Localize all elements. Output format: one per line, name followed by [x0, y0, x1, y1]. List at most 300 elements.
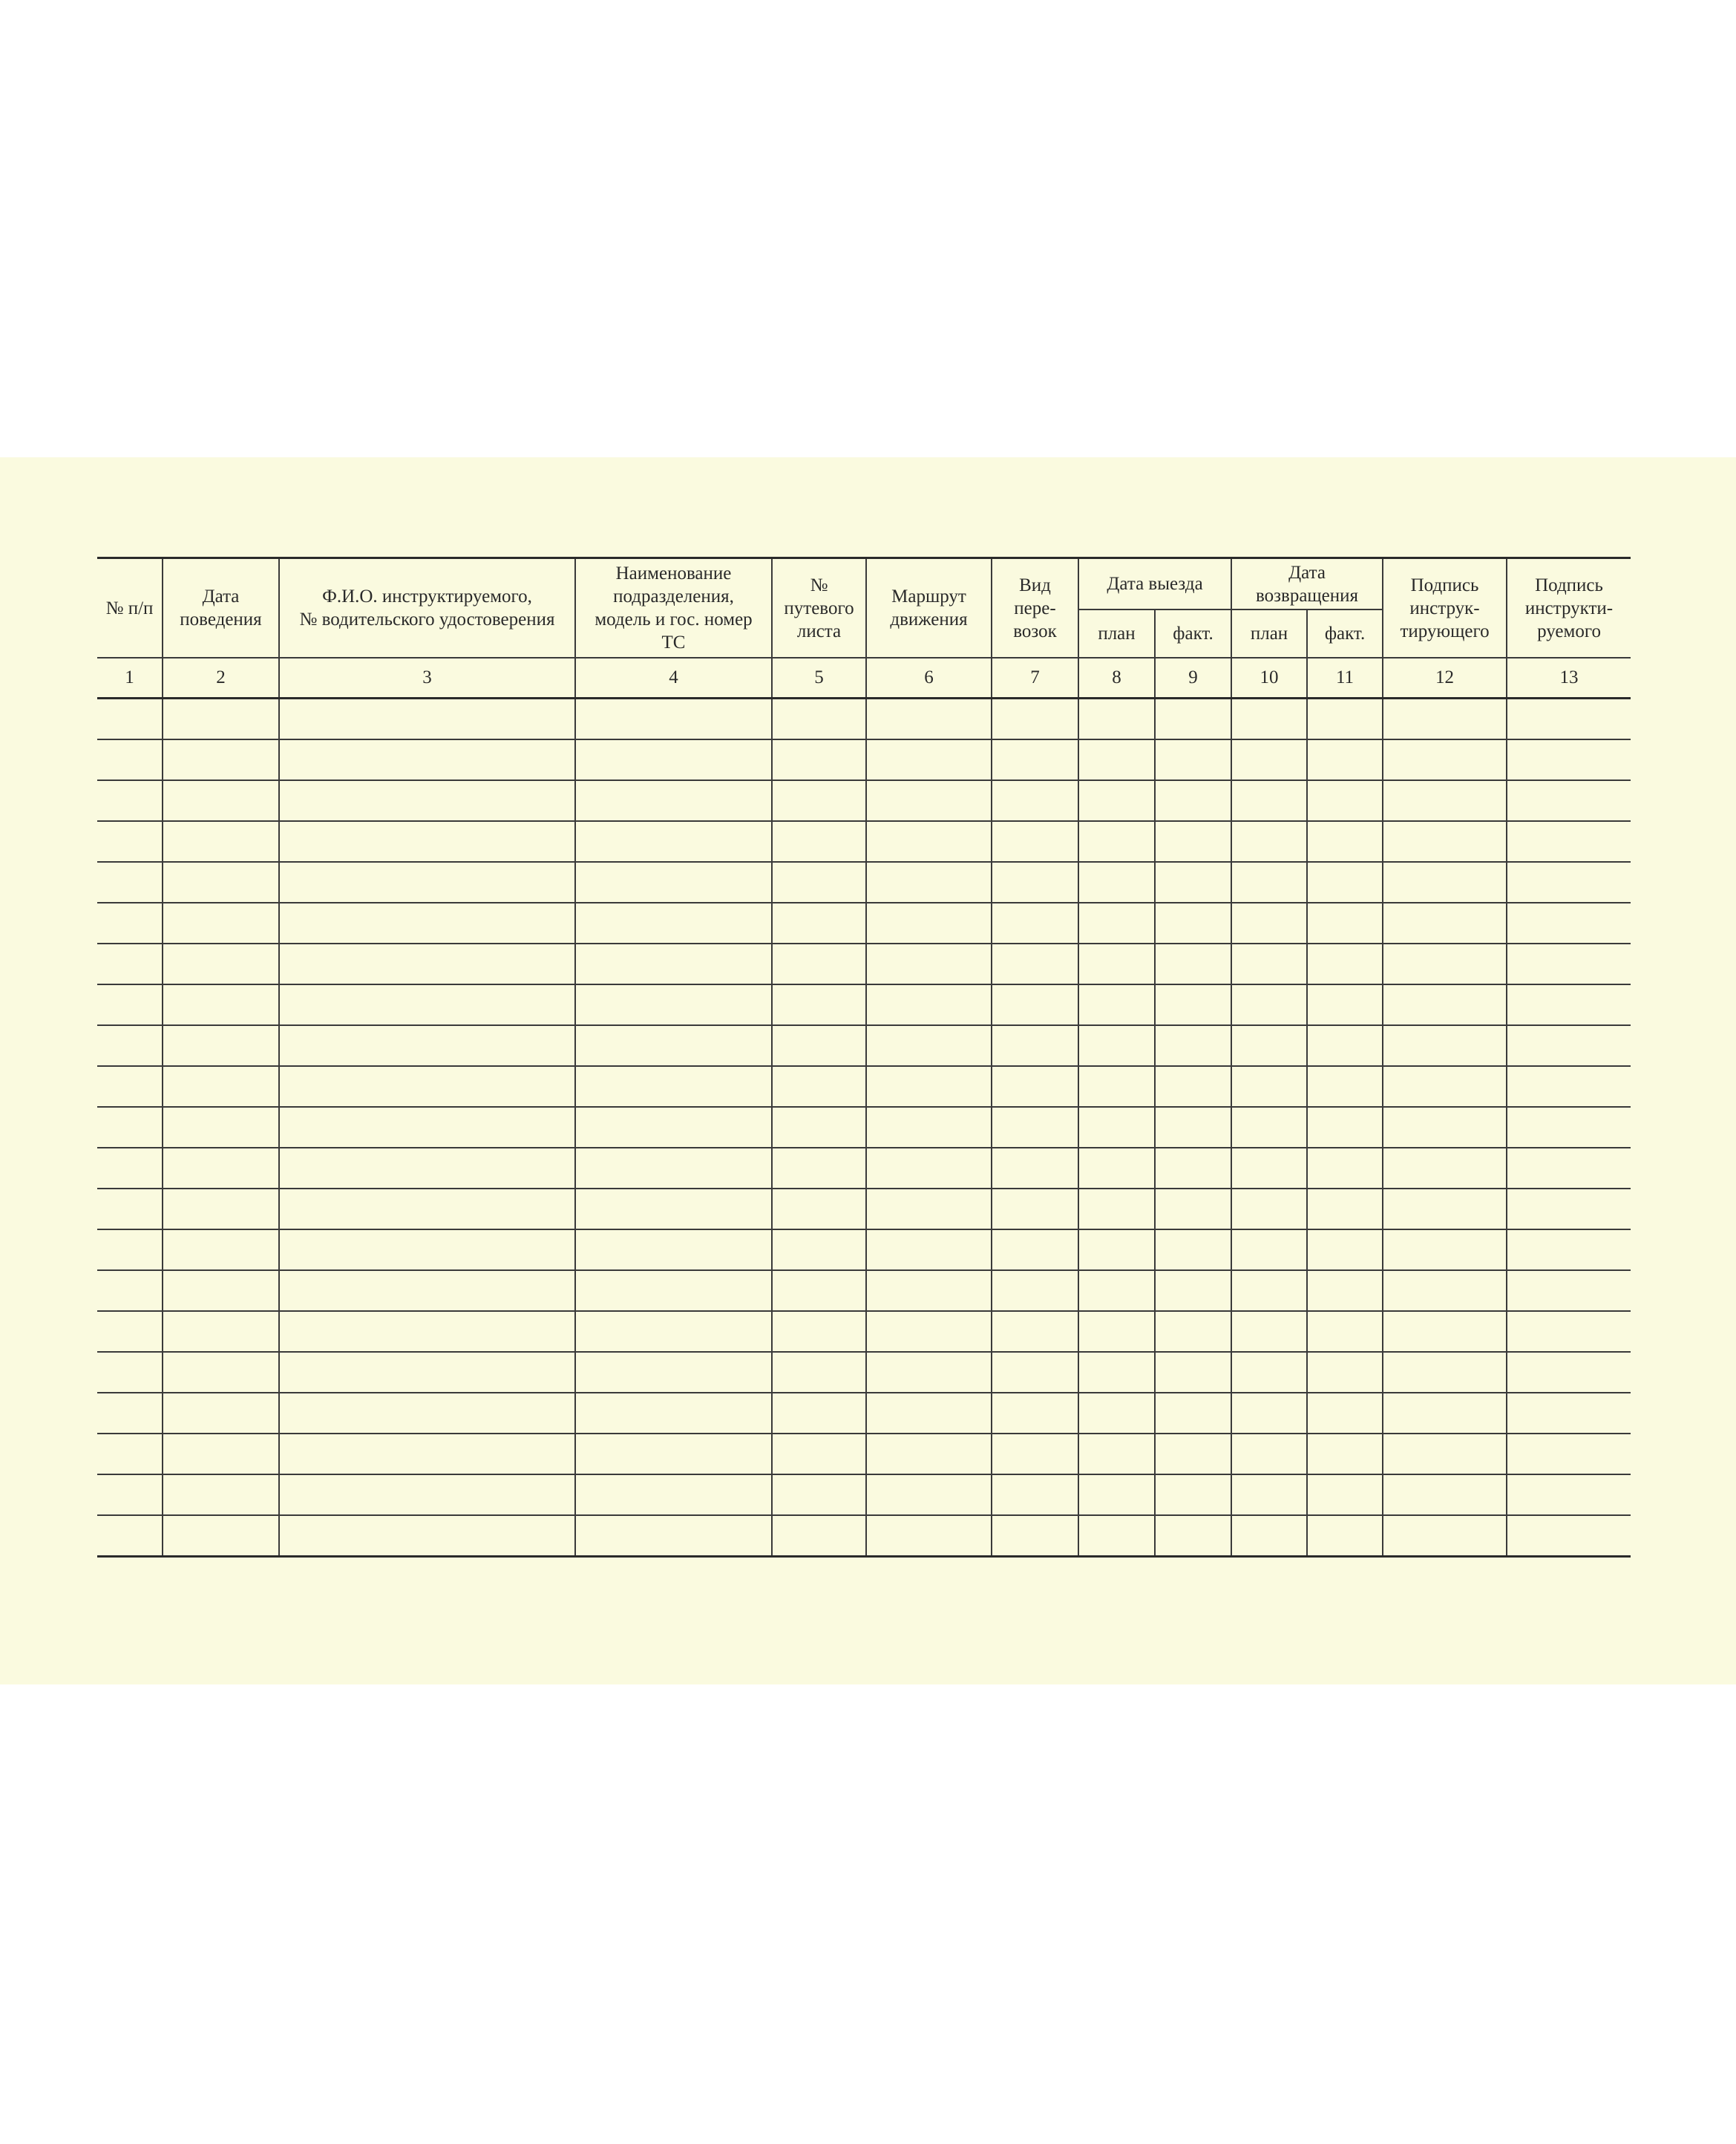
- table-cell[interactable]: [866, 1189, 992, 1229]
- table-cell[interactable]: [866, 862, 992, 903]
- table-cell[interactable]: [1078, 821, 1155, 862]
- table-cell[interactable]: [163, 1393, 279, 1434]
- table-cell[interactable]: [772, 821, 866, 862]
- table-cell[interactable]: [1507, 862, 1631, 903]
- table-cell[interactable]: [1307, 984, 1383, 1025]
- table-cell[interactable]: [1231, 699, 1307, 740]
- table-cell[interactable]: [97, 1189, 163, 1229]
- table-cell[interactable]: [1231, 1025, 1307, 1066]
- table-cell[interactable]: [575, 1189, 772, 1229]
- table-cell[interactable]: [992, 1025, 1078, 1066]
- table-cell[interactable]: [97, 1229, 163, 1270]
- column-number: 4: [575, 658, 772, 699]
- table-cell[interactable]: [1383, 821, 1507, 862]
- table-cell[interactable]: [1307, 1352, 1383, 1393]
- table-cell[interactable]: [1307, 699, 1383, 740]
- table-cell[interactable]: [1307, 1107, 1383, 1148]
- table-cell[interactable]: [1078, 1148, 1155, 1189]
- table-cell[interactable]: [1507, 739, 1631, 780]
- table-cell[interactable]: [1231, 1229, 1307, 1270]
- table-cell[interactable]: [866, 903, 992, 944]
- header-return-plan: план: [1231, 609, 1307, 658]
- table-cell[interactable]: [1307, 862, 1383, 903]
- table-cell[interactable]: [163, 1352, 279, 1393]
- table-cell[interactable]: [1078, 1515, 1155, 1557]
- header-waybill-number: [772, 558, 866, 658]
- table-cell[interactable]: [97, 984, 163, 1025]
- table-cell[interactable]: [1383, 1393, 1507, 1434]
- table-cell[interactable]: [1383, 1066, 1507, 1107]
- table-cell[interactable]: [1078, 862, 1155, 903]
- table-cell[interactable]: [1231, 1066, 1307, 1107]
- table-cell[interactable]: [1307, 1434, 1383, 1474]
- table-cell[interactable]: [772, 903, 866, 944]
- table-cell[interactable]: [1507, 1229, 1631, 1270]
- table-cell[interactable]: [772, 739, 866, 780]
- table-cell[interactable]: [163, 699, 279, 740]
- header-route: [866, 558, 992, 658]
- table-cell[interactable]: [97, 862, 163, 903]
- table-cell[interactable]: [1231, 1189, 1307, 1229]
- column-number: 3: [279, 658, 575, 699]
- table-cell[interactable]: [1383, 1229, 1507, 1270]
- table-cell[interactable]: [866, 1148, 992, 1189]
- table-cell[interactable]: [97, 1474, 163, 1515]
- table-cell[interactable]: [97, 944, 163, 984]
- table-cell[interactable]: [772, 1229, 866, 1270]
- table-cell[interactable]: [1307, 1229, 1383, 1270]
- table-cell[interactable]: [1155, 739, 1231, 780]
- table-cell[interactable]: [992, 903, 1078, 944]
- table-cell[interactable]: [575, 862, 772, 903]
- column-number: 1: [97, 658, 163, 699]
- table-row: [97, 1066, 1631, 1107]
- table-cell[interactable]: [1307, 739, 1383, 780]
- table-cell[interactable]: [992, 1515, 1078, 1557]
- table-cell[interactable]: [97, 821, 163, 862]
- table-cell[interactable]: [279, 1474, 575, 1515]
- table-cell[interactable]: [1507, 1393, 1631, 1434]
- table-cell[interactable]: [992, 739, 1078, 780]
- table-cell[interactable]: [1507, 1515, 1631, 1557]
- table-cell[interactable]: [1231, 1107, 1307, 1148]
- table-cell[interactable]: [1155, 1270, 1231, 1311]
- table-cell[interactable]: [992, 862, 1078, 903]
- table-cell[interactable]: [279, 821, 575, 862]
- table-cell[interactable]: [163, 821, 279, 862]
- table-cell[interactable]: [866, 1025, 992, 1066]
- column-number: 12: [1383, 658, 1507, 699]
- table-cell[interactable]: [575, 780, 772, 821]
- table-cell[interactable]: [772, 1025, 866, 1066]
- table-cell[interactable]: [1078, 1352, 1155, 1393]
- table-cell[interactable]: [97, 1393, 163, 1434]
- table-cell[interactable]: [1307, 1066, 1383, 1107]
- table-cell[interactable]: [772, 944, 866, 984]
- table-cell[interactable]: [1078, 1393, 1155, 1434]
- table-cell[interactable]: [1307, 1474, 1383, 1515]
- table-cell[interactable]: [1155, 944, 1231, 984]
- table-cell[interactable]: [163, 1066, 279, 1107]
- table-cell[interactable]: [866, 984, 992, 1025]
- table-cell[interactable]: [575, 1270, 772, 1311]
- table-cell[interactable]: [163, 944, 279, 984]
- table-cell[interactable]: [575, 1229, 772, 1270]
- table-cell[interactable]: [772, 1107, 866, 1148]
- table-cell[interactable]: [97, 1025, 163, 1066]
- table-cell[interactable]: [1078, 1311, 1155, 1352]
- table-cell[interactable]: [1383, 1515, 1507, 1557]
- table-cell[interactable]: [1507, 1148, 1631, 1189]
- table-cell[interactable]: [575, 1434, 772, 1474]
- table-cell[interactable]: [1383, 739, 1507, 780]
- table-cell[interactable]: [1078, 903, 1155, 944]
- table-cell[interactable]: [1155, 780, 1231, 821]
- header-waybill-line3: листа: [796, 621, 842, 641]
- table-cell[interactable]: [575, 1311, 772, 1352]
- table-cell[interactable]: [772, 780, 866, 821]
- table-cell[interactable]: [97, 903, 163, 944]
- table-cell[interactable]: [772, 1066, 866, 1107]
- table-cell[interactable]: [772, 1189, 866, 1229]
- table-cell[interactable]: [772, 1474, 866, 1515]
- table-cell[interactable]: [1231, 1148, 1307, 1189]
- table-cell[interactable]: [163, 862, 279, 903]
- table-cell[interactable]: [992, 1189, 1078, 1229]
- table-cell[interactable]: [1231, 1393, 1307, 1434]
- table-cell[interactable]: [163, 1189, 279, 1229]
- table-cell[interactable]: [866, 780, 992, 821]
- table-cell[interactable]: [866, 1270, 992, 1311]
- table-row: [97, 984, 1631, 1025]
- table-cell[interactable]: [866, 699, 992, 740]
- table-cell[interactable]: [1155, 1311, 1231, 1352]
- table-cell[interactable]: [1078, 944, 1155, 984]
- table-cell[interactable]: [992, 1393, 1078, 1434]
- table-cell[interactable]: [163, 1025, 279, 1066]
- table-cell[interactable]: [992, 1066, 1078, 1107]
- table-cell[interactable]: [1155, 1025, 1231, 1066]
- table-cell[interactable]: [866, 1474, 992, 1515]
- table-cell[interactable]: [575, 944, 772, 984]
- table-cell[interactable]: [1155, 1474, 1231, 1515]
- table-cell[interactable]: [772, 699, 866, 740]
- table-cell[interactable]: [1231, 1352, 1307, 1393]
- header-division-line1: Наименование: [615, 563, 732, 584]
- table-cell[interactable]: [992, 821, 1078, 862]
- table-cell[interactable]: [163, 1270, 279, 1311]
- table-cell[interactable]: [97, 1352, 163, 1393]
- table-cell[interactable]: [1307, 821, 1383, 862]
- table-cell[interactable]: [279, 1066, 575, 1107]
- table-cell[interactable]: [866, 739, 992, 780]
- table-cell[interactable]: [1383, 780, 1507, 821]
- table-row: [97, 1270, 1631, 1311]
- table-cell[interactable]: [163, 739, 279, 780]
- table-cell[interactable]: [163, 1107, 279, 1148]
- table-cell[interactable]: [163, 1474, 279, 1515]
- table-cell[interactable]: [1507, 903, 1631, 944]
- table-cell[interactable]: [163, 903, 279, 944]
- table-cell[interactable]: [1231, 1270, 1307, 1311]
- table-cell[interactable]: [866, 1066, 992, 1107]
- table-cell[interactable]: [1383, 944, 1507, 984]
- table-cell[interactable]: [279, 984, 575, 1025]
- table-cell[interactable]: [575, 1515, 772, 1557]
- table-cell[interactable]: [992, 944, 1078, 984]
- table-cell[interactable]: [1155, 1107, 1231, 1148]
- table-cell[interactable]: [575, 1352, 772, 1393]
- table-cell[interactable]: [575, 1393, 772, 1434]
- table-cell[interactable]: [97, 1270, 163, 1311]
- table-cell[interactable]: [279, 1229, 575, 1270]
- table-cell[interactable]: [279, 1270, 575, 1311]
- table-cell[interactable]: [992, 1474, 1078, 1515]
- table-cell[interactable]: [575, 699, 772, 740]
- header-row-number: № п/п: [97, 558, 163, 658]
- table-cell[interactable]: [1155, 1434, 1231, 1474]
- table-cell[interactable]: [1383, 1148, 1507, 1189]
- table-cell[interactable]: [1155, 1393, 1231, 1434]
- table-cell[interactable]: [992, 1352, 1078, 1393]
- table-cell[interactable]: [1231, 984, 1307, 1025]
- table-cell[interactable]: [1383, 1107, 1507, 1148]
- table-cell[interactable]: [1383, 1474, 1507, 1515]
- table-cell[interactable]: [279, 1148, 575, 1189]
- table-cell[interactable]: [1507, 1434, 1631, 1474]
- table-cell[interactable]: [1307, 780, 1383, 821]
- table-cell[interactable]: [1507, 1270, 1631, 1311]
- table-cell[interactable]: [1383, 1025, 1507, 1066]
- table-cell[interactable]: [1307, 1148, 1383, 1189]
- table-cell[interactable]: [1231, 903, 1307, 944]
- table-cell[interactable]: [992, 699, 1078, 740]
- table-cell[interactable]: [992, 984, 1078, 1025]
- table-cell[interactable]: [1383, 1189, 1507, 1229]
- table-cell[interactable]: [992, 780, 1078, 821]
- table-cell[interactable]: [1078, 699, 1155, 740]
- table-cell[interactable]: [279, 1515, 575, 1557]
- table-cell[interactable]: [575, 1066, 772, 1107]
- table-row: [97, 780, 1631, 821]
- table-cell[interactable]: [279, 1311, 575, 1352]
- table-cell[interactable]: [992, 1107, 1078, 1148]
- column-numbers-row: [97, 658, 1631, 699]
- table-cell[interactable]: [279, 739, 575, 780]
- table-cell[interactable]: [1078, 984, 1155, 1025]
- table-cell[interactable]: [279, 1189, 575, 1229]
- table-row: [97, 944, 1631, 984]
- table-cell[interactable]: [1507, 1311, 1631, 1352]
- table-cell[interactable]: [1078, 739, 1155, 780]
- table-cell[interactable]: [1231, 944, 1307, 984]
- table-cell[interactable]: [1231, 862, 1307, 903]
- table-cell[interactable]: [1383, 984, 1507, 1025]
- table-cell[interactable]: [772, 1148, 866, 1189]
- table-cell[interactable]: [1231, 780, 1307, 821]
- table-cell[interactable]: [772, 862, 866, 903]
- table-cell[interactable]: [866, 1515, 992, 1557]
- table-cell[interactable]: [163, 1148, 279, 1189]
- table-cell[interactable]: [575, 984, 772, 1025]
- table-cell[interactable]: [992, 1311, 1078, 1352]
- table-cell[interactable]: [1507, 780, 1631, 821]
- table-cell[interactable]: [1155, 699, 1231, 740]
- table-cell[interactable]: [866, 1311, 992, 1352]
- table-cell[interactable]: [866, 1229, 992, 1270]
- table-row: [97, 699, 1631, 740]
- table-cell[interactable]: [772, 1393, 866, 1434]
- table-cell[interactable]: [1155, 903, 1231, 944]
- table-cell[interactable]: [163, 780, 279, 821]
- table-row: [97, 1311, 1631, 1352]
- table-cell[interactable]: [772, 1434, 866, 1474]
- table-cell[interactable]: [1383, 862, 1507, 903]
- table-cell[interactable]: [1155, 862, 1231, 903]
- table-cell[interactable]: [575, 739, 772, 780]
- table-cell[interactable]: [1155, 1189, 1231, 1229]
- column-number: 9: [1155, 658, 1231, 699]
- table-cell[interactable]: [1383, 903, 1507, 944]
- table-cell[interactable]: [866, 821, 992, 862]
- table-cell[interactable]: [1307, 1189, 1383, 1229]
- table-cell[interactable]: [866, 944, 992, 984]
- table-cell[interactable]: [1307, 1270, 1383, 1311]
- table-cell[interactable]: [1507, 1189, 1631, 1229]
- table-cell[interactable]: [1507, 1107, 1631, 1148]
- table-cell[interactable]: [1307, 1025, 1383, 1066]
- table-cell[interactable]: [279, 1107, 575, 1148]
- table-cell[interactable]: [1231, 739, 1307, 780]
- table-cell[interactable]: [1078, 780, 1155, 821]
- table-cell[interactable]: [1078, 1025, 1155, 1066]
- table-cell[interactable]: [1078, 1434, 1155, 1474]
- table-cell[interactable]: [1307, 944, 1383, 984]
- header-departure-date: Дата выезда: [1078, 558, 1231, 610]
- table-cell[interactable]: [163, 1311, 279, 1352]
- table-cell[interactable]: [1507, 984, 1631, 1025]
- table-cell[interactable]: [279, 944, 575, 984]
- table-cell[interactable]: [1231, 1434, 1307, 1474]
- table-cell[interactable]: [1231, 1474, 1307, 1515]
- table-cell[interactable]: [97, 1311, 163, 1352]
- table-cell[interactable]: [1078, 1474, 1155, 1515]
- table-cell[interactable]: [1155, 821, 1231, 862]
- table-cell[interactable]: [279, 1352, 575, 1393]
- table-cell[interactable]: [866, 1107, 992, 1148]
- table-row: [97, 1434, 1631, 1474]
- header-waybill-line2: путевого: [784, 598, 854, 618]
- table-cell[interactable]: [279, 862, 575, 903]
- table-cell[interactable]: [772, 984, 866, 1025]
- table-cell[interactable]: [866, 1434, 992, 1474]
- table-cell[interactable]: [1507, 944, 1631, 984]
- table-cell[interactable]: [772, 1352, 866, 1393]
- table-cell[interactable]: [1383, 1434, 1507, 1474]
- table-cell[interactable]: [1507, 821, 1631, 862]
- table-cell[interactable]: [1383, 699, 1507, 740]
- table-cell[interactable]: [575, 1148, 772, 1189]
- column-number: 6: [866, 658, 992, 699]
- table-cell[interactable]: [1507, 1066, 1631, 1107]
- table-cell[interactable]: [97, 1066, 163, 1107]
- table-cell[interactable]: [1507, 1352, 1631, 1393]
- table-cell[interactable]: [866, 1352, 992, 1393]
- table-cell[interactable]: [1155, 1515, 1231, 1557]
- table-cell[interactable]: [279, 903, 575, 944]
- table-cell[interactable]: [1307, 903, 1383, 944]
- table-cell[interactable]: [163, 984, 279, 1025]
- table-cell[interactable]: [1155, 1148, 1231, 1189]
- table-cell[interactable]: [97, 699, 163, 740]
- table-cell[interactable]: [279, 780, 575, 821]
- table-cell[interactable]: [866, 1393, 992, 1434]
- table-cell[interactable]: [1078, 1066, 1155, 1107]
- table-cell[interactable]: [97, 1515, 163, 1557]
- table-cell[interactable]: [1383, 1270, 1507, 1311]
- header-full-name-line2: № водительского удостоверения: [299, 609, 555, 630]
- table-cell[interactable]: [1383, 1352, 1507, 1393]
- table-cell[interactable]: [992, 1270, 1078, 1311]
- table-cell[interactable]: [575, 903, 772, 944]
- table-cell[interactable]: [1078, 1270, 1155, 1311]
- table-cell[interactable]: [772, 1311, 866, 1352]
- form-sheet: [0, 457, 1736, 1684]
- table-cell[interactable]: [1078, 1229, 1155, 1270]
- table-cell[interactable]: [97, 1434, 163, 1474]
- table-cell[interactable]: [279, 1025, 575, 1066]
- table-cell[interactable]: [1307, 1311, 1383, 1352]
- table-cell[interactable]: [1078, 1189, 1155, 1229]
- header-instructor-line1: Подпись: [1410, 575, 1479, 595]
- table-cell[interactable]: [279, 1434, 575, 1474]
- table-cell[interactable]: [1383, 1311, 1507, 1352]
- table-cell[interactable]: [1078, 1107, 1155, 1148]
- table-cell[interactable]: [992, 1148, 1078, 1189]
- table-cell[interactable]: [575, 1107, 772, 1148]
- table-cell[interactable]: [97, 1148, 163, 1189]
- table-cell[interactable]: [1507, 1025, 1631, 1066]
- table-cell[interactable]: [1155, 1229, 1231, 1270]
- table-cell[interactable]: [992, 1229, 1078, 1270]
- table-cell[interactable]: [97, 739, 163, 780]
- table-cell[interactable]: [772, 1515, 866, 1557]
- table-cell[interactable]: [1231, 821, 1307, 862]
- table-cell[interactable]: [772, 1270, 866, 1311]
- table-cell[interactable]: [1307, 1515, 1383, 1557]
- table-cell[interactable]: [1155, 984, 1231, 1025]
- table-cell[interactable]: [1155, 1066, 1231, 1107]
- table-cell[interactable]: [163, 1515, 279, 1557]
- table-cell[interactable]: [575, 1025, 772, 1066]
- table-cell[interactable]: [97, 1107, 163, 1148]
- table-cell[interactable]: [1507, 1474, 1631, 1515]
- table-cell[interactable]: [97, 780, 163, 821]
- table-cell[interactable]: [163, 1434, 279, 1474]
- header-return-fact: факт.: [1307, 609, 1383, 658]
- table-cell[interactable]: [575, 821, 772, 862]
- table-cell[interactable]: [1231, 1311, 1307, 1352]
- table-cell[interactable]: [279, 1393, 575, 1434]
- table-cell[interactable]: [163, 1229, 279, 1270]
- table-cell[interactable]: [1507, 699, 1631, 740]
- table-cell[interactable]: [1231, 1515, 1307, 1557]
- table-cell[interactable]: [1307, 1393, 1383, 1434]
- table-cell[interactable]: [279, 699, 575, 740]
- table-cell[interactable]: [575, 1474, 772, 1515]
- table-cell[interactable]: [1155, 1352, 1231, 1393]
- table-cell[interactable]: [992, 1434, 1078, 1474]
